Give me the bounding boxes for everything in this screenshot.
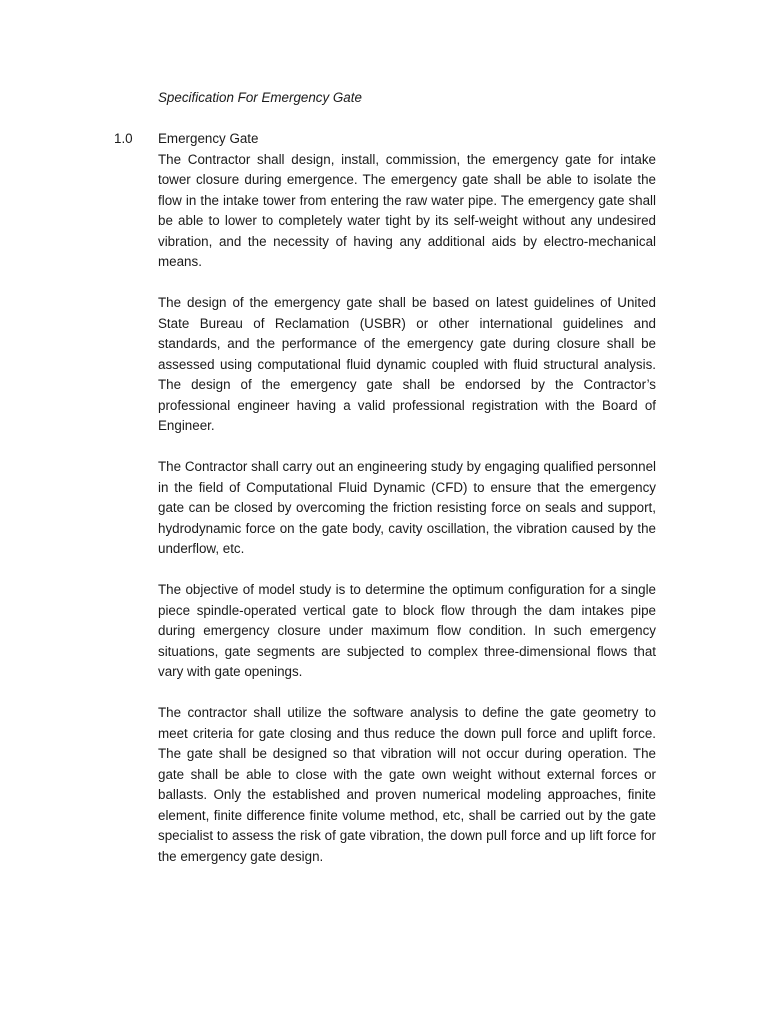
section-number: 1.0	[114, 131, 133, 146]
paragraph: The contractor shall utilize the software analysis to define the gate geometry to meet criteria for gate closing and thus reduce the down pull force and uplift force. The gate shall be designed so that vibration will not occur during operation. The gate shall be able to close with the gate own weight without external forces or ballasts. Only the established and proven numerical modeling approaches, finite element, finite difference finite volume method, etc, shall be carried out by the gate specialist to assess the risk of gate vibration, the down pull force and up lift force for the emergency gate design.	[158, 705, 656, 864]
paragraph: The Contractor shall design, install, commission, the emergency gate for intake tower closure during emergence. The emergency gate shall be able to isolate the flow in the intake tower from entering the raw water pipe. The emergency gate shall be able to lower to completely water tight by its self-weight without any undesired vibration, and the necessity of having any additional aids by electro-mechanical means.	[158, 151, 656, 269]
section-heading: Emergency Gate	[158, 131, 259, 146]
paragraph: The objective of model study is to determine the optimum configuration for a single piece spindle-operated vertical gate to block flow through the dam intakes pipe during emergency closure under maximum flow condition. In such emergency situations, gate segments are subjected to complex three-dimensional flows that vary with gate openings.	[158, 582, 656, 679]
paragraph: The Contractor shall carry out an engineering study by engaging qualified personnel in the field of Computational Fluid Dynamic (CFD) to ensure that the emergency gate can be closed by overcoming the friction resisting force on seals and support, hydrodynamic force on the gate body, cavity oscillation, the vibration caused by the underflow, etc.	[158, 459, 656, 556]
section-body	[158, 150, 656, 888]
document-title: Specification For Emergency Gate	[158, 90, 362, 105]
paragraph: The design of the emergency gate shall be based on latest guidelines of United State Bureau of Reclamation (USBR) or other international guidelines and standards, and the performance of the emergency gate during closure shall be assessed using computational fluid dynamic coupled with fluid structural analysis. The design of the emergency gate shall be endorsed by the Contractor’s professional engineer having a valid professional registration with the Board of Engineer.	[158, 295, 656, 433]
